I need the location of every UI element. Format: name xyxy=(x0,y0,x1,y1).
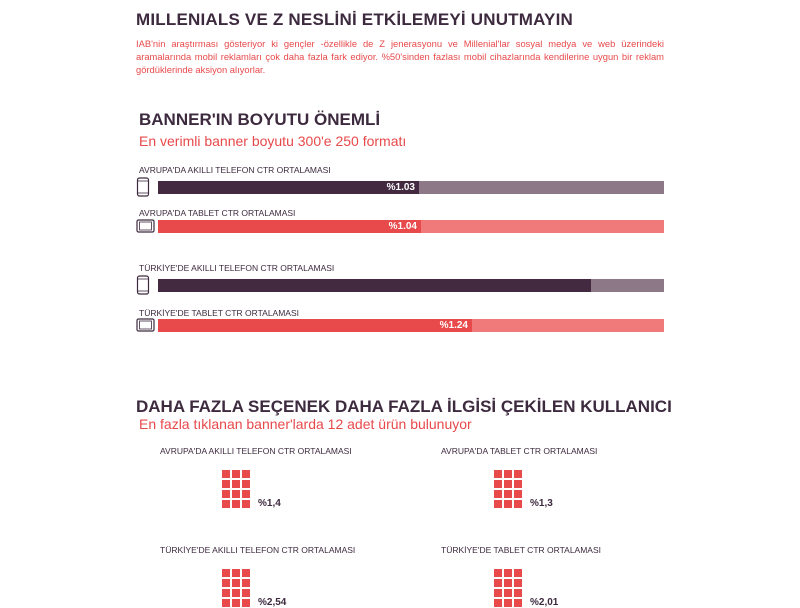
bar-label: AVRUPA'DA TABLET CTR ORTALAMASI xyxy=(139,208,296,218)
product-grid-icon xyxy=(222,470,250,508)
grid-stat-value: %2,54 xyxy=(258,597,287,608)
grid-stat-label: AVRUPA'DA TABLET CTR ORTALAMASI xyxy=(441,446,598,456)
bar-value-label: %1.03 xyxy=(386,182,415,193)
phone-icon xyxy=(136,177,150,197)
grid-stat-value: %1,4 xyxy=(258,498,281,509)
grid-stat-value: %1,3 xyxy=(530,498,553,509)
grid-stat-label: TÜRKİYE'DE AKILLI TELEFON CTR ORTALAMASI xyxy=(160,545,356,555)
phone-icon xyxy=(136,275,150,295)
bar-value-label: %1.24 xyxy=(439,320,468,331)
bar-value-label: %1.04 xyxy=(388,221,417,232)
section1-text: IAB'nin araştırması gösteriyor ki gençler -özellikle de Z jenerasyonu ve Millenial'lar sosyal medya ve web üzerindeki aramalarında mobil reklamları çok daha fazla fark ediyor. %50'sinden fazlası mobil cihazlarında kendilerine uygun bir reklam gördüklerinde aksiyon alıyorlar. xyxy=(136,38,664,75)
bar-label: AVRUPA'DA AKILLI TELEFON CTR ORTALAMASI xyxy=(139,165,331,175)
bar-track xyxy=(158,220,664,233)
bar-track xyxy=(158,181,664,194)
bar-track xyxy=(158,319,664,332)
bar-label: TÜRKİYE'DE TABLET CTR ORTALAMASI xyxy=(139,308,300,318)
bar-label: TÜRKİYE'DE AKILLI TELEFON CTR ORTALAMASI xyxy=(139,263,335,273)
grid-stat-label: AVRUPA'DA AKILLI TELEFON CTR ORTALAMASI xyxy=(160,446,352,456)
product-grid-icon xyxy=(494,470,522,508)
bar xyxy=(158,279,591,292)
tablet-icon xyxy=(136,318,155,332)
grid-stat-label: TÜRKİYE'DE TABLET CTR ORTALAMASI xyxy=(441,545,602,555)
section1-title: MILLENIALS VE Z NESLİNİ ETKİLEMEYİ UNUTMAYIN xyxy=(136,10,573,29)
bar-track xyxy=(158,279,664,292)
product-grid-icon xyxy=(222,569,250,607)
section3-title: DAHA FAZLA SEÇENEK DAHA FAZLA İLGİSİ ÇEKİLEN KULLANICI xyxy=(136,397,672,416)
product-grid-icon xyxy=(494,569,522,607)
tablet-icon xyxy=(136,219,155,233)
grid-stat-value: %2,01 xyxy=(530,597,559,608)
section2-subtitle: En verimli banner boyutu 300'e 250 formatı xyxy=(139,133,407,149)
section3-subtitle: En fazla tıklanan banner'larda 12 adet ürün bulunuyor xyxy=(139,416,472,432)
section2-title: BANNER'IN BOYUTU ÖNEMLİ xyxy=(139,110,381,129)
